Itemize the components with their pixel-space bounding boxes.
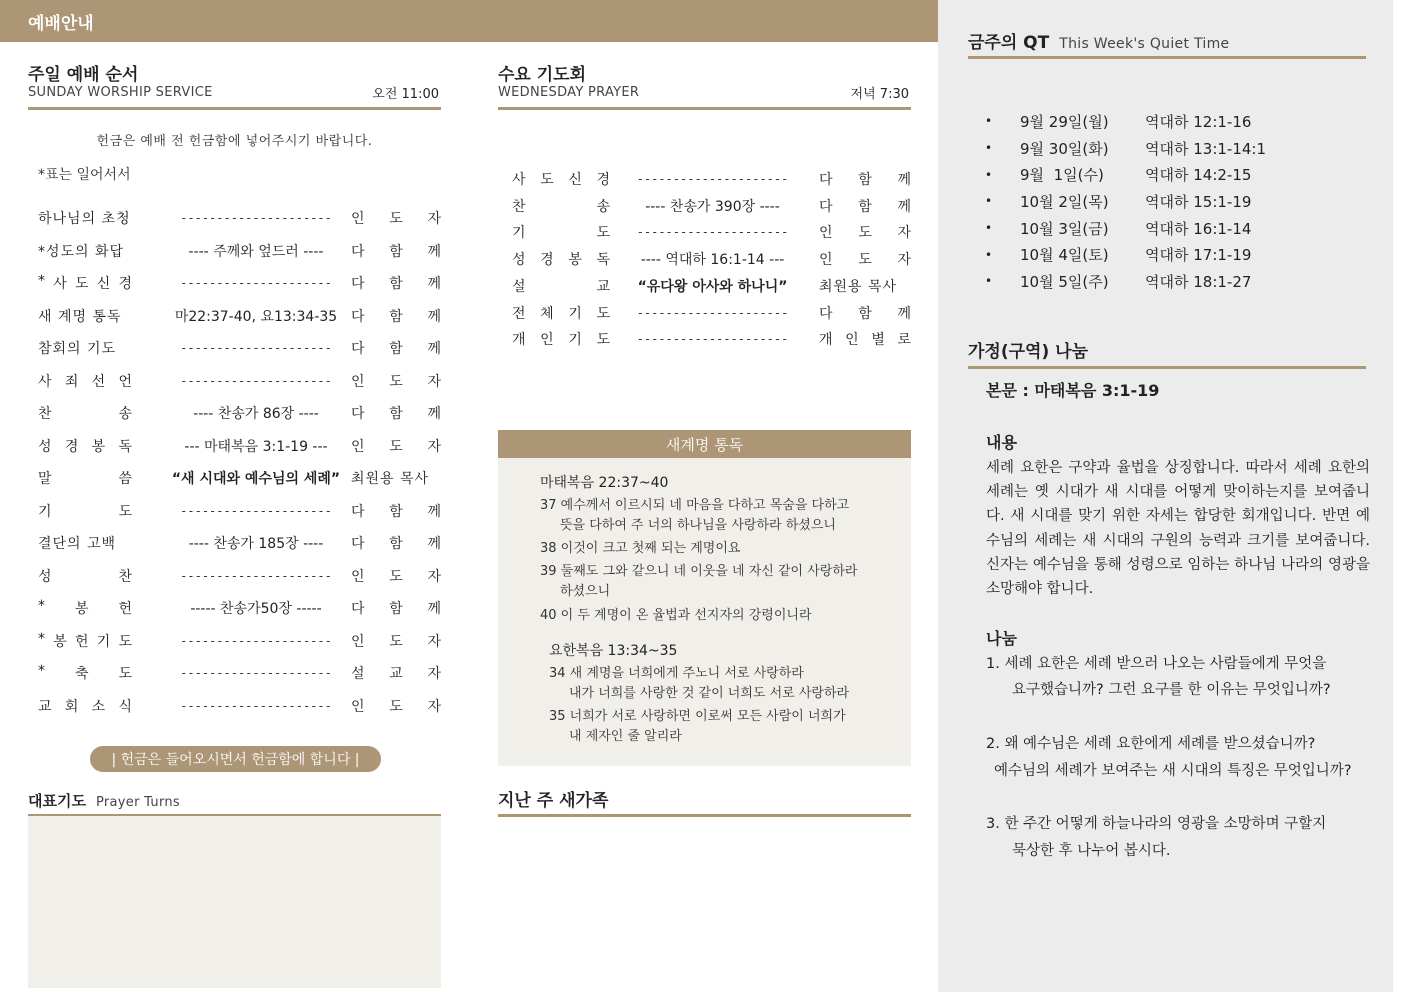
qt-passage: 역대하 14:2-15 — [1145, 166, 1252, 185]
verse-34b: 내가 너희를 사랑한 것 같이 너희도 서로 사랑하라 — [569, 686, 850, 701]
question-3a: 3. 한 주간 어떻게 하늘나라의 영광을 소망하며 구할지 — [986, 816, 1327, 832]
order-item: 사 죄 선 언 — [38, 373, 132, 390]
top-bar — [0, 0, 938, 42]
order-item: 교 회 소 식 — [38, 698, 132, 715]
order-item: * 축 도 — [38, 663, 132, 682]
qt-list-item — [985, 268, 1266, 295]
order-item: 개 인 기 도 — [512, 332, 610, 349]
offering-note: 헌금은 예배 전 헌금함에 넣어주시기 바랍니다. — [96, 134, 373, 149]
order-detail: “유다왕 아사와 하나니” — [637, 278, 788, 295]
top-bar-title: 예배안내 — [28, 14, 94, 34]
order-item: 찬 송 — [512, 198, 610, 215]
question-2a: 2. 왜 예수님은 세례 요한에게 세례를 받으셨습니까? — [986, 736, 1316, 752]
order-row — [38, 332, 441, 364]
qt-list-item — [985, 241, 1266, 268]
bullet-icon: • — [985, 274, 993, 289]
qt-list-item — [985, 188, 1266, 215]
order-leader: 다 함 께 — [351, 308, 441, 325]
qt-date: 9월 30일(화) — [1020, 139, 1109, 158]
qt-passage: 역대하 15:1-19 — [1145, 192, 1252, 211]
order-item: 설 교 — [512, 278, 610, 295]
order-leader: 인 도 자 — [351, 211, 441, 227]
verse-37b: 뜻을 다하여 주 너의 하나님을 사랑하라 하셨으니 — [560, 518, 836, 533]
bullet-icon: • — [985, 114, 993, 129]
order-leader: 다 함 께 — [351, 243, 441, 260]
order-leader: 다 함 께 — [351, 503, 441, 520]
sunday-title: 주일 예배 순서 — [28, 65, 139, 85]
new-family-header — [498, 786, 911, 817]
order-detail: --------------------- — [636, 225, 789, 240]
home-group-title: 가정(구역) 나눔 — [968, 342, 1088, 362]
order-item: 성 경 봉 독 — [38, 438, 132, 455]
bullet-icon: • — [985, 194, 993, 209]
order-item: * 봉 헌 — [38, 598, 132, 617]
question-2b: 예수님의 세례가 보여주는 새 시대의 특징은 무엇입니까? — [994, 763, 1352, 779]
order-item: * 봉 헌 기 도 — [38, 630, 132, 650]
order-detail: --- 마태복음 3:1-19 --- — [184, 438, 328, 455]
order-row — [512, 323, 911, 355]
order-detail: --------------------- — [180, 666, 332, 680]
order-row — [38, 397, 441, 429]
order-detail: 마22:37-40, 요13:34-35 — [174, 308, 338, 325]
prayer-turns-box — [28, 816, 441, 988]
order-row — [38, 592, 441, 624]
order-item: 성 경 봉 독 — [512, 252, 610, 269]
order-row — [38, 527, 441, 559]
qt-passage: 역대하 18:1-27 — [1145, 272, 1252, 291]
order-leader: 다 함 께 — [351, 601, 441, 617]
qt-date: 9월 29일(월) — [1020, 112, 1109, 131]
order-detail: --------------------- — [180, 698, 332, 713]
order-detail: --------------------- — [180, 211, 332, 225]
order-item: 찬 송 — [38, 406, 132, 422]
order-detail: ----- 찬송가50장 ----- — [190, 601, 322, 617]
order-row — [38, 625, 441, 657]
qt-title: 금주의 QT — [968, 33, 1050, 53]
qt-subtitle: This Week's Quiet Time — [1059, 36, 1230, 52]
qt-schedule-list — [985, 108, 1266, 295]
verse-37a: 37 예수께서 이르시되 네 마음을 다하고 목숨을 다하고 — [540, 498, 850, 513]
qt-date: 10월 4일(토) — [1020, 246, 1109, 265]
order-row — [38, 560, 441, 592]
order-item: 하나님의 초청 — [38, 211, 131, 227]
order-row — [38, 235, 441, 267]
content-paragraph: 세례 요한은 구약과 율법을 상징합니다. 따라서 세례 요한의 세례는 옛 시대가 새 시대를 어떻게 맞이하는지를 보여줍니다. 새 시대를 맞기 위한 자세는 합당한 회개입니다. 반면 예수님의 세례는 새 시대의 구원의 능력과 크기를 보여줍니다. 신자는 예수님을 통해 성령으로 임하는 하나님 나라의 영광을 소망해야 합니다. — [986, 460, 1370, 598]
order-leader: 다 함 께 — [351, 341, 441, 357]
order-item: 결단의 고백 — [38, 536, 117, 552]
order-detail: ---- 역대하 16:1-14 --- — [640, 252, 785, 269]
order-detail: --------------------- — [636, 172, 789, 186]
qt-list-item — [985, 108, 1266, 135]
order-detail: ---- 찬송가 390장 ---- — [645, 198, 780, 215]
order-leader: 다 함 께 — [351, 406, 441, 422]
verse-39a: 39 둘째도 그와 같으니 네 이웃을 네 자신 같이 사랑하라 — [540, 564, 858, 579]
order-row — [38, 462, 441, 494]
order-leader: 개 인 별 로 — [819, 332, 911, 349]
qt-passage: 역대하 13:1-14:1 — [1145, 139, 1267, 158]
order-item: 기 도 — [512, 225, 610, 242]
qt-date: 10월 5일(주) — [1020, 272, 1109, 291]
qt-date: 10월 3일(금) — [1020, 219, 1109, 238]
order-leader: 다 함 께 — [819, 172, 911, 188]
order-row — [38, 495, 441, 527]
new-commandment-box — [498, 430, 911, 766]
order-leader: 다 함 께 — [819, 198, 911, 215]
order-row — [38, 202, 441, 234]
wednesday-title: 수요 기도회 — [498, 65, 587, 85]
scripture-ref-john: 요한복음 13:34~35 — [549, 643, 678, 659]
stand-note: *표는 일어서서 — [38, 167, 131, 183]
prayer-turns-header — [28, 790, 441, 817]
order-item: 전 체 기 도 — [512, 305, 610, 322]
order-detail: --------------------- — [636, 305, 789, 320]
prayer-turns-title: 대표기도 — [28, 792, 86, 810]
order-item: 새 계명 통독 — [38, 308, 122, 325]
bullet-icon: • — [985, 167, 993, 182]
qt-header — [968, 28, 1366, 59]
wednesday-time: 저녁 7:30 — [850, 87, 909, 102]
qt-passage: 역대하 17:1-19 — [1145, 246, 1252, 265]
qt-list-item — [985, 215, 1266, 242]
order-leader: 인 도 자 — [351, 698, 441, 715]
order-item: 성 찬 — [38, 568, 132, 585]
order-detail: ---- 찬송가 185장 ---- — [188, 536, 324, 552]
order-item: 참회의 기도 — [38, 341, 117, 357]
order-item: 말 씀 — [38, 471, 132, 487]
wednesday-header — [498, 60, 911, 110]
order-detail: --------------------- — [180, 633, 332, 648]
wednesday-subtitle: WEDNESDAY PRAYER — [498, 85, 640, 100]
order-leader: 설 교 자 — [351, 666, 441, 682]
order-leader: 최원용 목사 — [819, 278, 898, 295]
qt-list-item — [985, 135, 1266, 162]
question-1b: 요구했습니까? 그런 요구를 한 이유는 무엇입니까? — [1012, 682, 1331, 698]
prayer-turns-subtitle: Prayer Turns — [95, 795, 180, 810]
qt-passage: 역대하 16:1-14 — [1145, 219, 1252, 238]
scripture-ref-matthew: 마태복음 22:37~40 — [540, 475, 669, 491]
order-detail: --------------------- — [180, 341, 332, 355]
order-detail: --------------------- — [636, 332, 789, 347]
order-row — [38, 365, 441, 397]
order-item: * 사 도 신 경 — [38, 273, 132, 292]
order-leader: 다 함 께 — [819, 305, 911, 322]
order-row — [38, 430, 441, 462]
sunday-time: 오전 11:00 — [372, 87, 439, 102]
order-leader: 최원용 목사 — [351, 471, 430, 487]
order-leader: 인 도 자 — [819, 252, 911, 269]
verse-35b: 내 제자인 줄 알리라 — [569, 729, 682, 744]
bullet-icon: • — [985, 247, 993, 262]
order-detail: “새 시대와 예수님의 세례” — [171, 471, 341, 487]
home-group-header — [968, 337, 1366, 369]
order-item: *성도의 화답 — [38, 243, 125, 260]
question-1a: 1. 세례 요한은 세례 받으러 나오는 사람들에게 무엇을 — [986, 656, 1327, 672]
share-label: 나눔 — [986, 629, 1017, 648]
question-3b: 묵상한 후 나누어 봅시다. — [1012, 843, 1171, 859]
order-leader: 다 함 께 — [351, 536, 441, 552]
order-detail: ---- 찬송가 86장 ---- — [193, 406, 319, 422]
order-detail: --------------------- — [180, 503, 332, 518]
verse-39b: 하셨으니 — [560, 584, 611, 599]
order-row — [38, 267, 441, 299]
qt-list-item — [985, 161, 1266, 188]
verse-34a: 34 새 계명을 너희에게 주노니 서로 사랑하라 — [549, 666, 804, 681]
order-leader: 인 도 자 — [351, 373, 441, 390]
sunday-subtitle: SUNDAY WORSHIP SERVICE — [28, 85, 213, 100]
order-leader: 인 도 자 — [819, 225, 911, 242]
order-leader: 다 함 께 — [351, 276, 441, 292]
order-row — [38, 690, 441, 722]
content-label: 내용 — [986, 433, 1017, 452]
order-detail: --------------------- — [180, 373, 332, 388]
order-row — [38, 657, 441, 689]
order-leader: 인 도 자 — [351, 568, 441, 585]
bullet-icon: • — [985, 221, 993, 236]
verse-40: 40 이 두 계명이 온 율법과 선지자의 강령이니라 — [540, 608, 812, 623]
offering-pill: | 헌금은 들어오시면서 헌금함에 합니다 | — [90, 746, 381, 772]
verse-38: 38 이것이 크고 첫째 되는 계명이요 — [540, 541, 741, 556]
qt-passage: 역대하 12:1-16 — [1145, 112, 1252, 131]
sunday-header — [28, 60, 441, 110]
home-group-passage: 본문 : 마태복음 3:1-19 — [986, 381, 1160, 400]
new-commandment-title: 새계명 통독 — [498, 430, 911, 458]
bullet-icon: • — [985, 141, 993, 156]
order-leader: 인 도 자 — [351, 438, 441, 455]
order-item: 기 도 — [38, 503, 132, 520]
new-family-title: 지난 주 새가족 — [498, 791, 609, 811]
order-row — [38, 300, 441, 332]
verse-35a: 35 너희가 서로 사랑하면 이로써 모든 사람이 너희가 — [549, 709, 846, 724]
order-leader: 인 도 자 — [351, 633, 441, 650]
qt-date: 9월 1일(수) — [1020, 166, 1104, 185]
order-detail: --------------------- — [180, 568, 332, 583]
qt-date: 10월 2일(목) — [1020, 192, 1109, 211]
order-item: 사 도 신 경 — [512, 172, 610, 188]
order-detail: ---- 주께와 엎드러 ---- — [188, 243, 324, 260]
order-detail: --------------------- — [180, 276, 332, 290]
